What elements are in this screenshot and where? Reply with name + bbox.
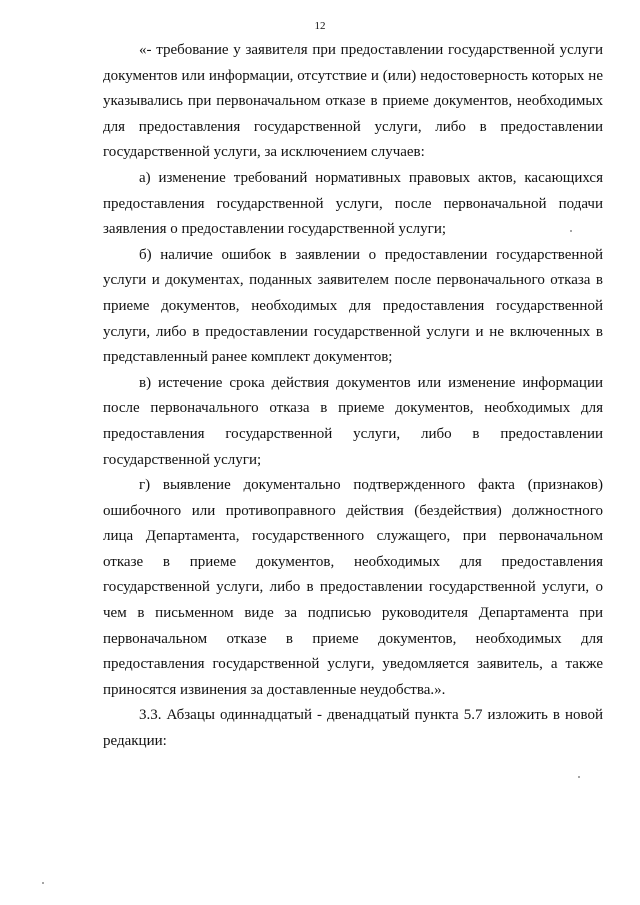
paragraph-item-b: б) наличие ошибок в заявлении о предоставлении государственной услуги и документах, поданных заявителем после первоначального отказа в приеме документов, необходимых для предоставления государственной услуги, либо в предоставлении государственной услуги и не включенных в представленный ранее комплект документов; bbox=[103, 246, 603, 366]
paragraph-item-g: г) выявление документально подтвержденного факта (признаков) ошибочного или противоправного действия (бездействия) должностного лица Департамента, государственного служащего, при первоначальном отказе в приеме документов, необходимых для предоставления государственной услуги, либо в предоставлении государственной услуги, о чем в письменном виде за подписью руководителя Департамента при первоначальном отказе в приеме документов, необходимых для предоставления государственной услуги, уведомляется заявитель, а также приносятся извинения за доставленные неудобства.». bbox=[103, 477, 603, 698]
scan-speck bbox=[42, 882, 44, 884]
scan-speck bbox=[570, 230, 572, 232]
document-body bbox=[103, 38, 603, 755]
scan-speck bbox=[578, 776, 580, 778]
paragraph-requirement: «- требование у заявителя при предоставлении государственной услуги документов или информации, отсутствие и (или) недостоверность которых не указывались при первоначальном отказе в приеме документов, необходимых для предоставления государственной услуги, либо в предоставлении государственной услуги, за исключением случаев: bbox=[103, 42, 603, 161]
paragraph-item-a: а) изменение требований нормативных правовых актов, касающихся предоставления государственной услуги, после первоначальной подачи заявления о предоставлении государственной услуги; bbox=[103, 169, 603, 238]
page-number: 12 bbox=[314, 20, 326, 32]
paragraph-item-v: в) истечение срока действия документов или изменение информации после первоначального отказа в приеме документов, необходимых для предоставления государственной услуги, либо в предоставлении государственной услуги; bbox=[103, 374, 603, 468]
paragraph-section-3-3: 3.3. Абзацы одиннадцатый - двенадцатый пункта 5.7 изложить в новой редакции: bbox=[103, 707, 603, 750]
